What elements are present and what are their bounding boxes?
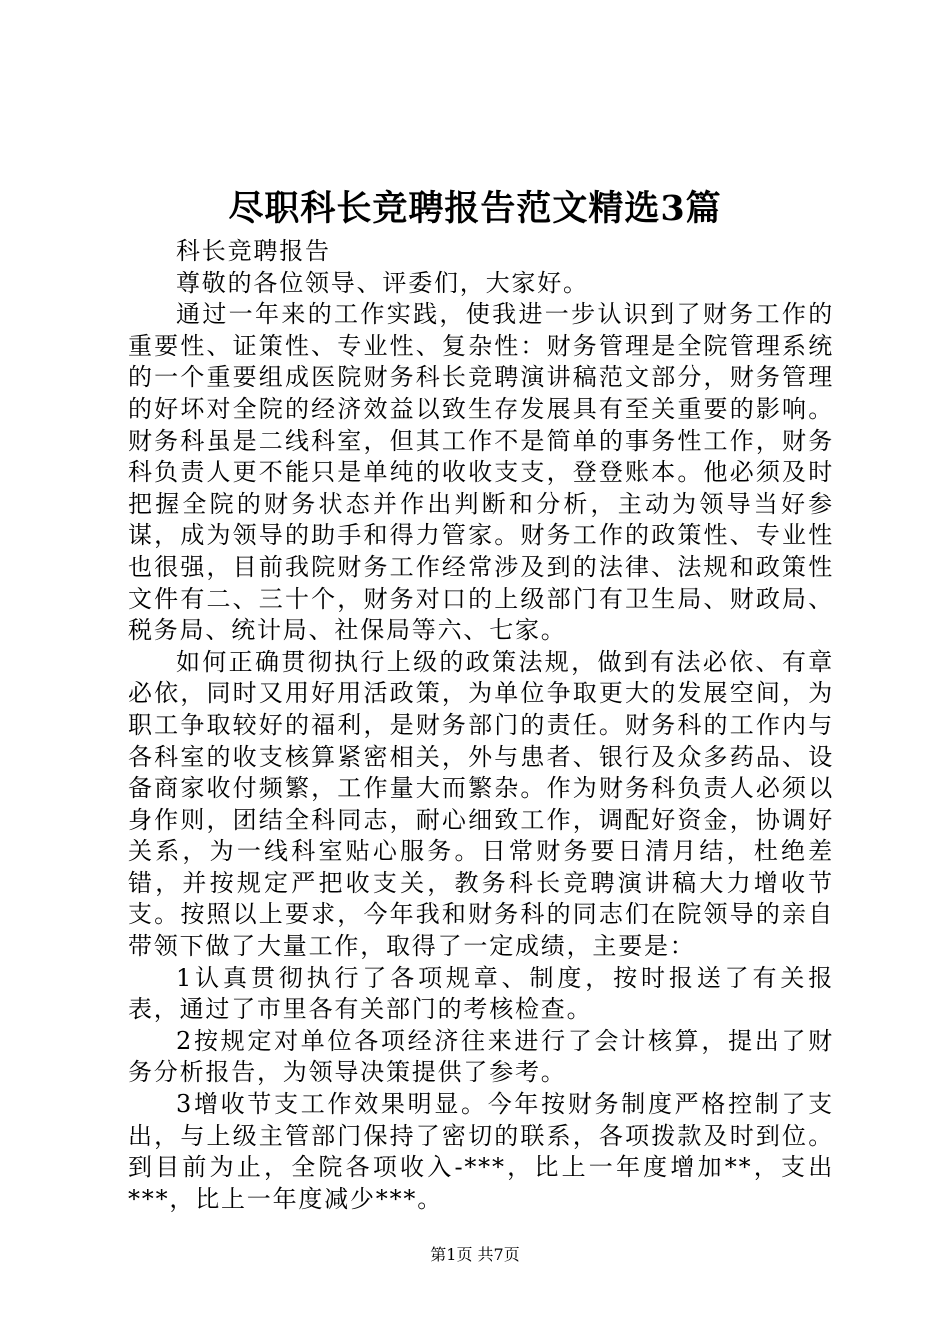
paragraph-greeting: 尊敬的各位领导、评委们，大家好。 bbox=[176, 268, 589, 297]
paragraph-item-2: 2按规定对单位各项经济往来进行了会计核算，提出了财务分析报告，为领导决策提供了参考。 bbox=[128, 1026, 834, 1087]
page-footer: 第1页 共7页 bbox=[430, 1245, 520, 1264]
paragraph: 通过一年来的工作实践，使我进一步认识到了财务工作的重要性、证策性、专业性、复杂性：财务管理是全院管理系统的一个重要组成医院财务科长竞聘演讲稿范文部分，财务管理的好坏对全院的经济效益以致生存发展具有至关重要的影响。财务科虽是二线科室，但其工作不是简单的事务性工作，财务科负责人更不能只是单纯的收收支支，登登账本。他必须及时把握全院的财务状态并作出判断和分析，主动为领导当好参谋，成为领导的助手和得力管家。财务工作的政策性、专业性也很强，目前我院财务工作经常涉及到的法律、法规和政策性文件有二、三十个，财务对口的上级部门有卫生局、财政局、税务局、统计局、社保局等六、七家。 bbox=[128, 300, 834, 645]
document-title: 尽职科长竞聘报告范文精选3篇 bbox=[228, 188, 722, 229]
paragraph-item-1: 1认真贯彻执行了各项规章、制度，按时报送了有关报表，通过了市里各有关部门的考核检查。 bbox=[128, 963, 834, 1024]
paragraph-heading: 科长竞聘报告 bbox=[176, 237, 331, 265]
document-body bbox=[128, 236, 834, 1215]
paragraph-item-3: 3增收节支工作效果明显。今年按财务制度严格控制了支出，与上级主管部门保持了密切的联系，各项拨款及时到位。到目前为止，全院各项收入-***，比上一年度增加**，支出***，比上一年度减少***。 bbox=[128, 1090, 834, 1213]
paragraph: 如何正确贯彻执行上级的政策法规，做到有法必依、有章必依，同时又用好用活政策，为单位争取更大的发展空间，为职工争取较好的福利，是财务部门的责任。财务科的工作内与各科室的收支核算紧密相关，外与患者、银行及众多药品、设备商家收付频繁，工作量大而繁杂。作为财务科负责人必须以身作则，团结全科同志，耐心细致工作，调配好资金，协调好关系，为一线科室贴心服务。日常财务要日清月结，杜绝差错，并按规定严把收支关，教务科长竞聘演讲稿大力增收节支。按照以上要求，今年我和财务科的同志们在院领导的亲自带领下做了大量工作，取得了一定成绩，主要是： bbox=[128, 647, 834, 961]
